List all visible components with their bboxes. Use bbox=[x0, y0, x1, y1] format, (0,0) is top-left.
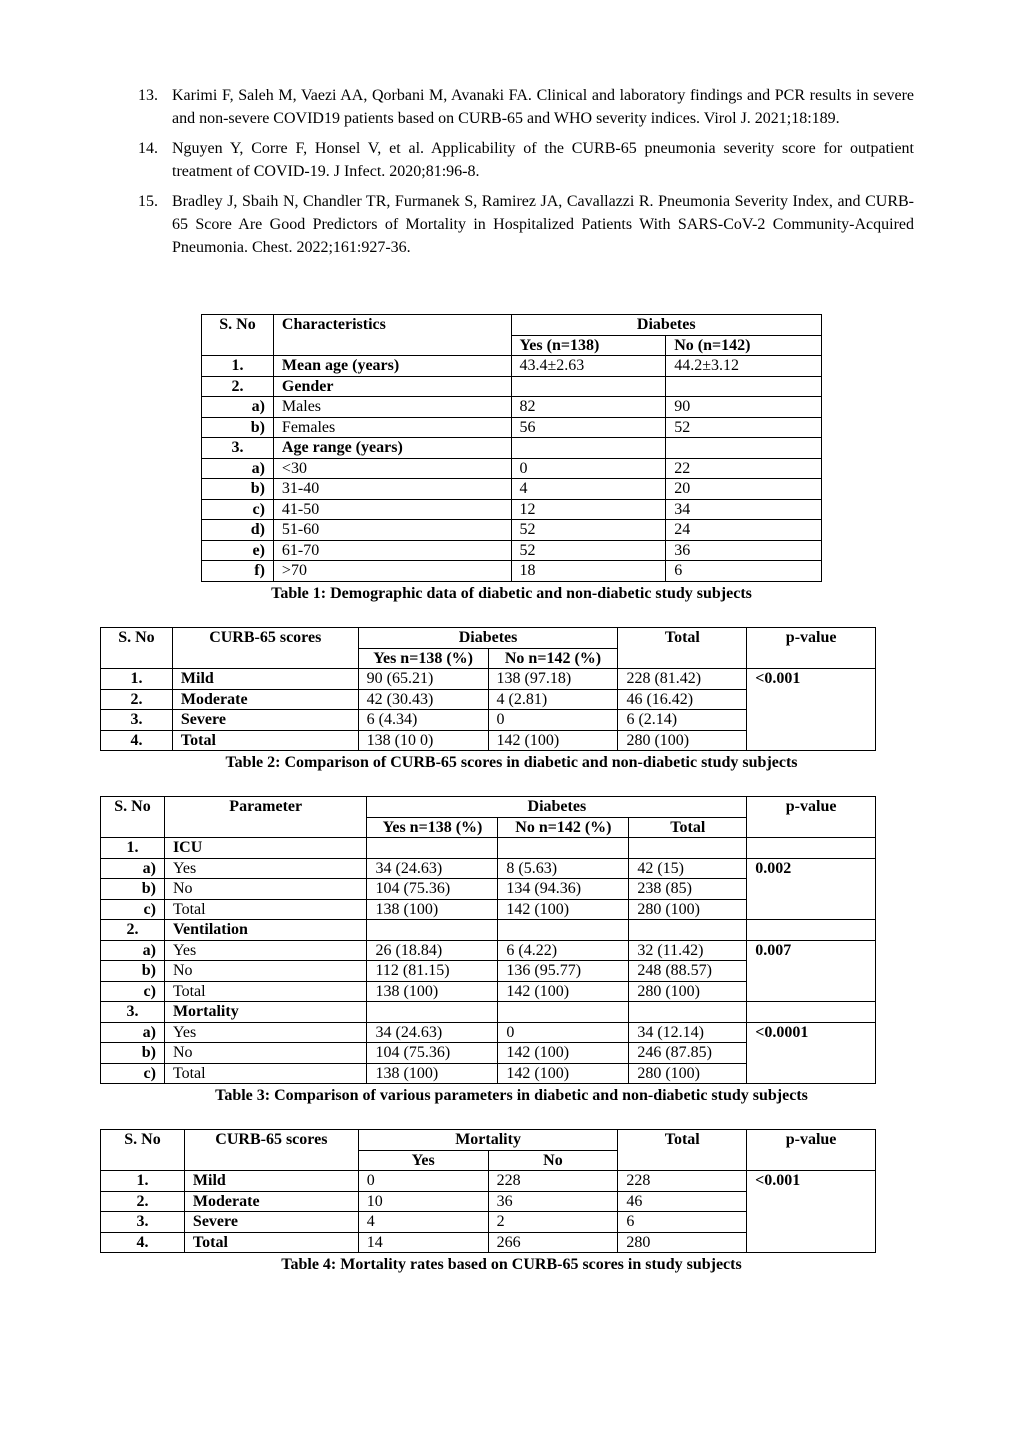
cell-total: 280 (100) bbox=[629, 981, 747, 1002]
table-row bbox=[101, 1002, 876, 1023]
cell-no bbox=[498, 1002, 629, 1023]
cell-yes: 56 bbox=[511, 417, 666, 438]
table-row bbox=[202, 479, 822, 500]
row-number: b) bbox=[101, 1043, 165, 1064]
table2-caption: Table 2: Comparison of CURB-65 scores in diabetic and non-diabetic study subjects bbox=[225, 754, 798, 771]
reference-item bbox=[138, 190, 914, 259]
table-row bbox=[202, 561, 822, 582]
row-number: e) bbox=[202, 540, 274, 561]
table4-caption: Table 4: Mortality rates based on CURB-65 scores in study subjects bbox=[281, 1256, 742, 1273]
reference-item bbox=[138, 137, 914, 183]
header-no: No (n=142) bbox=[666, 335, 822, 356]
group-number: 2. bbox=[101, 920, 165, 941]
header-diabetes: Diabetes bbox=[511, 315, 822, 336]
row-label: No bbox=[164, 879, 367, 900]
row-number: 3. bbox=[101, 1212, 185, 1233]
cell-no bbox=[666, 438, 822, 459]
cell-total: 246 (87.85) bbox=[629, 1043, 747, 1064]
table-body bbox=[202, 356, 822, 582]
row-number: b) bbox=[101, 961, 165, 982]
group-label: Mortality bbox=[164, 1002, 367, 1023]
row-number: a) bbox=[202, 397, 274, 418]
reference-text: Karimi F, Saleh M, Vaezi AA, Qorbani M, Avanaki FA. Clinical and laboratory findings and PCR results in severe and non-severe COVID19 patients based on CURB-65 and WHO severity indices. Virol J. 2021;18:189. bbox=[172, 87, 914, 127]
row-label: No bbox=[164, 961, 367, 982]
row-label: Males bbox=[273, 397, 511, 418]
header-characteristics: Characteristics bbox=[273, 315, 511, 356]
cell-yes: 4 bbox=[511, 479, 666, 500]
cell-total: 6 (2.14) bbox=[618, 710, 747, 731]
cell-total bbox=[629, 920, 747, 941]
cell-no: 36 bbox=[488, 1191, 618, 1212]
cell-no: 266 bbox=[488, 1232, 618, 1253]
header-total: Total bbox=[618, 1130, 747, 1171]
header-diabetes: Diabetes bbox=[367, 797, 747, 818]
row-label: Mild bbox=[172, 669, 358, 690]
cell-yes: 52 bbox=[511, 540, 666, 561]
cell-no: 142 (100) bbox=[498, 1063, 629, 1084]
cell-total: 228 (81.42) bbox=[618, 669, 747, 690]
row-label: Age range (years) bbox=[273, 438, 511, 459]
cell-total: 238 (85) bbox=[629, 879, 747, 900]
cell-yes: 14 bbox=[358, 1232, 488, 1253]
group-number: 1. bbox=[101, 838, 165, 859]
cell-no: 228 bbox=[488, 1171, 618, 1192]
p-value: <0.001 bbox=[747, 1171, 876, 1253]
header-no: No n=142 (%) bbox=[498, 817, 629, 838]
cell-total: 248 (88.57) bbox=[629, 961, 747, 982]
cell-total: 280 (100) bbox=[629, 899, 747, 920]
reference-number: 14. bbox=[138, 140, 158, 157]
row-number: 4. bbox=[101, 1232, 185, 1253]
row-label: Moderate bbox=[184, 1191, 358, 1212]
cell-yes: 0 bbox=[358, 1171, 488, 1192]
cell-no: 2 bbox=[488, 1212, 618, 1233]
table-row bbox=[202, 540, 822, 561]
row-number: c) bbox=[101, 899, 165, 920]
row-label: Total bbox=[164, 981, 367, 1002]
reference-number: 13. bbox=[138, 87, 158, 104]
row-number: b) bbox=[101, 879, 165, 900]
cell-yes: 104 (75.36) bbox=[367, 1043, 498, 1064]
header-no: No bbox=[488, 1150, 618, 1171]
cell-yes bbox=[367, 1002, 498, 1023]
row-label: Total bbox=[172, 730, 358, 751]
row-number: f) bbox=[202, 561, 274, 582]
cell-total: 46 (16.42) bbox=[618, 689, 747, 710]
cell-no: 22 bbox=[666, 458, 822, 479]
cell-no: 138 (97.18) bbox=[488, 669, 618, 690]
table1-caption: Table 1: Demographic data of diabetic and non-diabetic study subjects bbox=[271, 585, 752, 602]
demographics-table bbox=[201, 314, 822, 582]
cell-no: 6 bbox=[666, 561, 822, 582]
table-row bbox=[202, 520, 822, 541]
row-number: b) bbox=[202, 479, 274, 500]
header-yes: Yes (n=138) bbox=[511, 335, 666, 356]
row-number: c) bbox=[101, 1063, 165, 1084]
header-sno: S. No bbox=[202, 315, 274, 356]
curb65-diabetes-table bbox=[100, 627, 876, 751]
parameters-table bbox=[100, 796, 876, 1084]
row-label: Total bbox=[164, 899, 367, 920]
cell-total: 42 (15) bbox=[629, 858, 747, 879]
table-row bbox=[202, 499, 822, 520]
header-mortality: Mortality bbox=[358, 1130, 618, 1151]
cell-no: 142 (100) bbox=[498, 981, 629, 1002]
row-number: 3. bbox=[202, 438, 274, 459]
cell-no: 6 (4.22) bbox=[498, 940, 629, 961]
row-number: a) bbox=[101, 1022, 165, 1043]
cell-no: 90 bbox=[666, 397, 822, 418]
header-sno: S. No bbox=[101, 797, 165, 838]
cell-total: 46 bbox=[618, 1191, 747, 1212]
cell-yes bbox=[367, 920, 498, 941]
cell-yes: 52 bbox=[511, 520, 666, 541]
row-number: 1. bbox=[101, 1171, 185, 1192]
row-number: 1. bbox=[101, 669, 173, 690]
header-sno: S. No bbox=[101, 628, 173, 669]
cell-yes: 90 (65.21) bbox=[358, 669, 488, 690]
table-row bbox=[202, 356, 822, 377]
cell-yes: 138 (100) bbox=[367, 981, 498, 1002]
row-label: 31-40 bbox=[273, 479, 511, 500]
cell-no: 142 (100) bbox=[498, 899, 629, 920]
p-value: <0.001 bbox=[747, 669, 876, 751]
header-parameter: Parameter bbox=[164, 797, 367, 838]
row-label: 51-60 bbox=[273, 520, 511, 541]
cell-yes: 34 (24.63) bbox=[367, 858, 498, 879]
row-label: Females bbox=[273, 417, 511, 438]
header-p-value: p-value bbox=[747, 1130, 876, 1171]
reference-number: 15. bbox=[138, 193, 158, 210]
table-row bbox=[101, 858, 876, 879]
table-body bbox=[101, 669, 876, 751]
cell-total: 32 (11.42) bbox=[629, 940, 747, 961]
row-label: 61-70 bbox=[273, 540, 511, 561]
cell-no: 24 bbox=[666, 520, 822, 541]
cell-yes: 26 (18.84) bbox=[367, 940, 498, 961]
table-row bbox=[101, 838, 876, 859]
header-yes: Yes n=138 (%) bbox=[367, 817, 498, 838]
table3-caption: Table 3: Comparison of various parameters in diabetic and non-diabetic study subjects bbox=[215, 1087, 808, 1104]
cell-yes: 12 bbox=[511, 499, 666, 520]
row-number: a) bbox=[202, 458, 274, 479]
cell-total: 228 bbox=[618, 1171, 747, 1192]
header-total: Total bbox=[629, 817, 747, 838]
cell-no: 20 bbox=[666, 479, 822, 500]
row-label: Total bbox=[164, 1063, 367, 1084]
header-yes: Yes bbox=[358, 1150, 488, 1171]
table-row bbox=[101, 940, 876, 961]
group-number: 3. bbox=[101, 1002, 165, 1023]
table-body bbox=[101, 838, 876, 1084]
cell-total: 280 bbox=[618, 1232, 747, 1253]
cell-no: 134 (94.36) bbox=[498, 879, 629, 900]
cell-no: 136 (95.77) bbox=[498, 961, 629, 982]
row-label: Gender bbox=[273, 376, 511, 397]
row-label: Yes bbox=[164, 858, 367, 879]
group-label: Ventilation bbox=[164, 920, 367, 941]
table-row bbox=[202, 376, 822, 397]
table-row bbox=[202, 438, 822, 459]
group-label: ICU bbox=[164, 838, 367, 859]
row-number: a) bbox=[101, 940, 165, 961]
cell-no bbox=[498, 838, 629, 859]
cell-p-empty bbox=[747, 838, 876, 859]
cell-no bbox=[498, 920, 629, 941]
row-label: Severe bbox=[172, 710, 358, 731]
header-scores: CURB-65 scores bbox=[172, 628, 358, 669]
table-row bbox=[202, 417, 822, 438]
cell-no: 44.2±3.12 bbox=[666, 356, 822, 377]
row-number: 2. bbox=[202, 376, 274, 397]
cell-yes: 10 bbox=[358, 1191, 488, 1212]
row-label: Yes bbox=[164, 1022, 367, 1043]
cell-yes bbox=[511, 376, 666, 397]
mortality-table bbox=[100, 1129, 876, 1253]
cell-yes: 34 (24.63) bbox=[367, 1022, 498, 1043]
cell-total: 6 bbox=[618, 1212, 747, 1233]
table-row bbox=[202, 458, 822, 479]
p-value: 0.007 bbox=[747, 940, 876, 1002]
row-label: Moderate bbox=[172, 689, 358, 710]
table-row bbox=[101, 1022, 876, 1043]
row-label: Severe bbox=[184, 1212, 358, 1233]
p-value: <0.0001 bbox=[747, 1022, 876, 1084]
cell-yes: 42 (30.43) bbox=[358, 689, 488, 710]
cell-p-empty bbox=[747, 920, 876, 941]
cell-no: 8 (5.63) bbox=[498, 858, 629, 879]
cell-total bbox=[629, 1002, 747, 1023]
cell-yes: 138 (100) bbox=[367, 899, 498, 920]
cell-no: 142 (100) bbox=[498, 1043, 629, 1064]
cell-yes: 0 bbox=[511, 458, 666, 479]
cell-no: 36 bbox=[666, 540, 822, 561]
table-row bbox=[101, 920, 876, 941]
table-row bbox=[202, 397, 822, 418]
row-label: 41-50 bbox=[273, 499, 511, 520]
cell-no: 52 bbox=[666, 417, 822, 438]
reference-list bbox=[138, 84, 914, 266]
cell-total: 280 (100) bbox=[618, 730, 747, 751]
cell-yes: 43.4±2.63 bbox=[511, 356, 666, 377]
row-number: c) bbox=[202, 499, 274, 520]
cell-no: 142 (100) bbox=[488, 730, 618, 751]
header-p-value: p-value bbox=[747, 797, 876, 838]
table-body bbox=[101, 1171, 876, 1253]
cell-no: 4 (2.81) bbox=[488, 689, 618, 710]
row-label: Mean age (years) bbox=[273, 356, 511, 377]
header-p-value: p-value bbox=[747, 628, 876, 669]
row-label: Mild bbox=[184, 1171, 358, 1192]
header-no: No n=142 (%) bbox=[488, 648, 618, 669]
p-value: 0.002 bbox=[747, 858, 876, 920]
row-number: c) bbox=[101, 981, 165, 1002]
row-label: <30 bbox=[273, 458, 511, 479]
table-row bbox=[101, 669, 876, 690]
reference-text: Nguyen Y, Corre F, Honsel V, et al. Applicability of the CURB-65 pneumonia severity score for outpatient treatment of COVID-19. J Infect. 2020;81:96-8. bbox=[172, 140, 914, 180]
reference-text: Bradley J, Sbaih N, Chandler TR, Furmanek S, Ramirez JA, Cavallazzi R. Pneumonia Severity Index, and CURB-65 Score Are Good Predictors of Mortality in Hospitalized Patients With SARS-CoV-2 Community-Acquired Pneumonia. Chest. 2022;161:927-36. bbox=[172, 193, 914, 256]
reference-item bbox=[138, 84, 914, 130]
row-number: 4. bbox=[101, 730, 173, 751]
row-number: 2. bbox=[101, 1191, 185, 1212]
cell-yes: 104 (75.36) bbox=[367, 879, 498, 900]
row-number: b) bbox=[202, 417, 274, 438]
cell-no: 34 bbox=[666, 499, 822, 520]
cell-total bbox=[629, 838, 747, 859]
cell-yes: 82 bbox=[511, 397, 666, 418]
cell-no: 0 bbox=[498, 1022, 629, 1043]
row-label: >70 bbox=[273, 561, 511, 582]
cell-yes: 112 (81.15) bbox=[367, 961, 498, 982]
cell-total: 34 (12.14) bbox=[629, 1022, 747, 1043]
cell-total: 280 (100) bbox=[629, 1063, 747, 1084]
header-total: Total bbox=[618, 628, 747, 669]
cell-no bbox=[666, 376, 822, 397]
header-sno: S. No bbox=[101, 1130, 185, 1171]
cell-yes: 138 (100) bbox=[367, 1063, 498, 1084]
cell-yes: 4 bbox=[358, 1212, 488, 1233]
cell-yes: 138 (10 0) bbox=[358, 730, 488, 751]
header-diabetes: Diabetes bbox=[358, 628, 618, 649]
row-label: Yes bbox=[164, 940, 367, 961]
row-number: 2. bbox=[101, 689, 173, 710]
row-label: No bbox=[164, 1043, 367, 1064]
header-scores: CURB-65 scores bbox=[184, 1130, 358, 1171]
cell-yes bbox=[511, 438, 666, 459]
row-number: d) bbox=[202, 520, 274, 541]
cell-p-empty bbox=[747, 1002, 876, 1023]
row-label: Total bbox=[184, 1232, 358, 1253]
cell-yes: 6 (4.34) bbox=[358, 710, 488, 731]
row-number: 1. bbox=[202, 356, 274, 377]
cell-no: 0 bbox=[488, 710, 618, 731]
row-number: a) bbox=[101, 858, 165, 879]
cell-yes bbox=[367, 838, 498, 859]
row-number: 3. bbox=[101, 710, 173, 731]
table-row bbox=[101, 1171, 876, 1192]
cell-yes: 18 bbox=[511, 561, 666, 582]
header-yes: Yes n=138 (%) bbox=[358, 648, 488, 669]
